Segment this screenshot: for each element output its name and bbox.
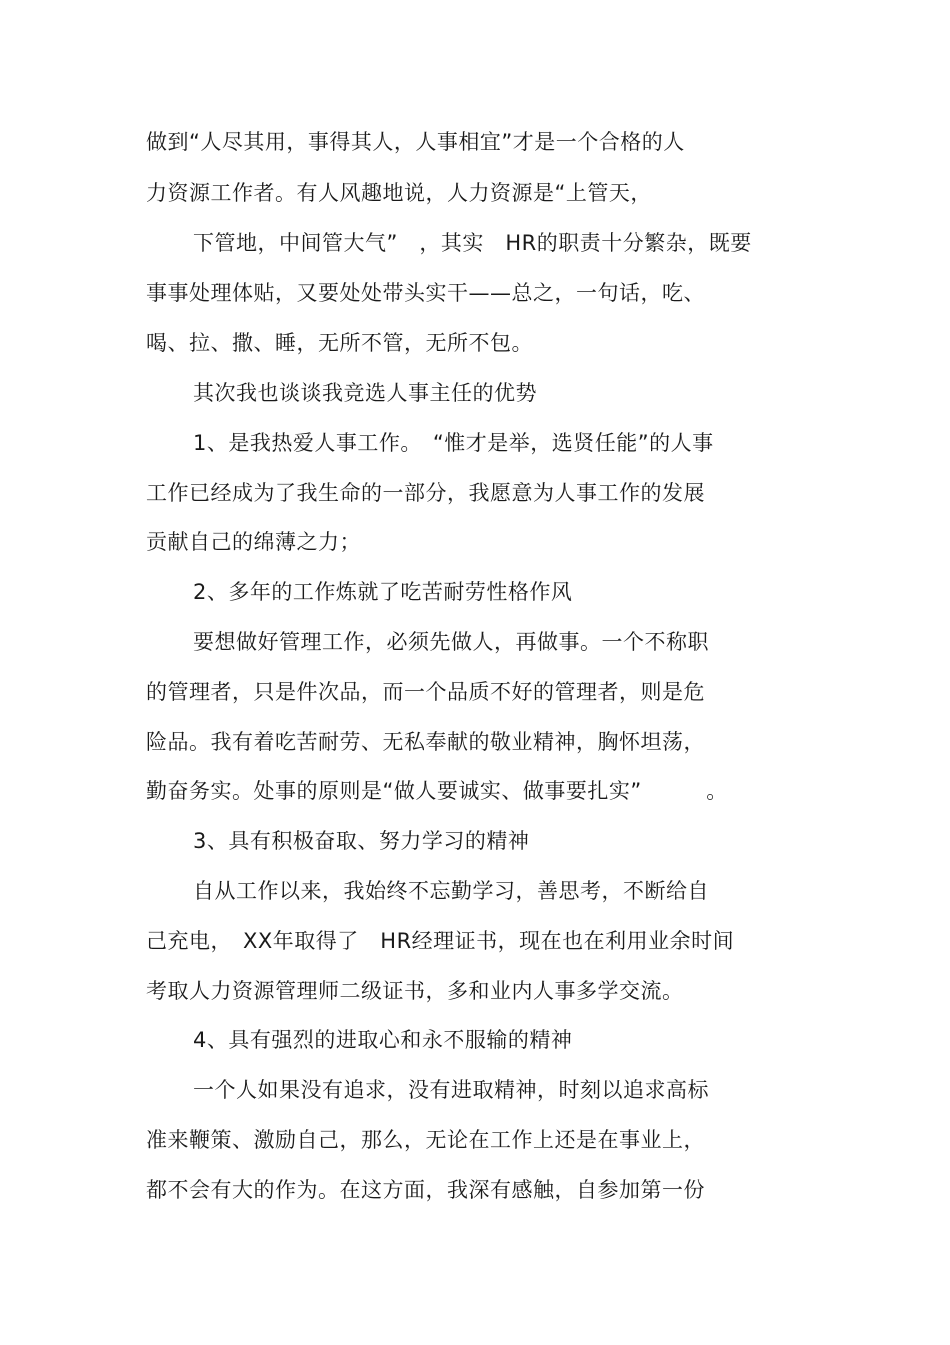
text-line: 自从工作以来，我始终不忘勤学习，善思考，不断给自 — [193, 879, 709, 903]
text-line: 准来鞭策、激励自己，那么，无论在工作上还是在事业上， — [146, 1128, 705, 1152]
text-line: 下管地，中间管大气” ，其实 HR的职责十分繁杂，既要 — [193, 231, 752, 255]
text-line: 3、具有积极奋取、努力学习的精神 — [193, 829, 530, 853]
text-line: 己充电， XX年取得了 HR经理证书，现在也在利用业余时间 — [146, 929, 735, 953]
text-line: 险品。我有着吃苦耐劳、无私奉献的敬业精神，胸怀坦荡， — [146, 730, 705, 754]
text-line: 要想做好管理工作，必须先做人，再做事。一个不称职 — [193, 630, 709, 654]
text-line: 做到“人尽其用，事得其人，人事相宜”才是一个合格的人 — [146, 130, 685, 154]
text-line: 4、具有强烈的进取心和永不服输的精神 — [193, 1028, 573, 1052]
text-line: 勤奋务实。处事的原则是“做人要诚实、做事要扎实” 。 — [146, 779, 728, 803]
text-line: 贡献自己的绵薄之力； — [146, 530, 361, 554]
text-line: 1、是我热爱人事工作。 “惟才是举，选贤任能”的人事 — [193, 431, 714, 455]
text-line: 2、多年的工作炼就了吃苦耐劳性格作风 — [193, 580, 573, 604]
text-line: 一个人如果没有追求，没有进取精神，时刻以追求高标 — [193, 1078, 709, 1102]
text-line: 考取人力资源管理师二级证书，多和业内人事多学交流。 — [146, 979, 684, 1003]
text-line: 其次我也谈谈我竞选人事主任的优势 — [193, 381, 537, 405]
text-line: 喝、拉、撒、睡，无所不管，无所不包。 — [146, 331, 533, 355]
text-line: 都不会有大的作为。在这方面，我深有感触，自参加第一份 — [146, 1178, 705, 1202]
text-line: 事事处理体贴，又要处处带头实干——总之，一句话，吃、 — [146, 281, 705, 305]
text-line: 力资源工作者。有人风趣地说，人力资源是“上管天， — [146, 181, 652, 205]
text-line: 的管理者，只是件次品，而一个品质不好的管理者，则是危 — [146, 680, 705, 704]
text-line: 工作已经成为了我生命的一部分，我愿意为人事工作的发展 — [146, 481, 705, 505]
